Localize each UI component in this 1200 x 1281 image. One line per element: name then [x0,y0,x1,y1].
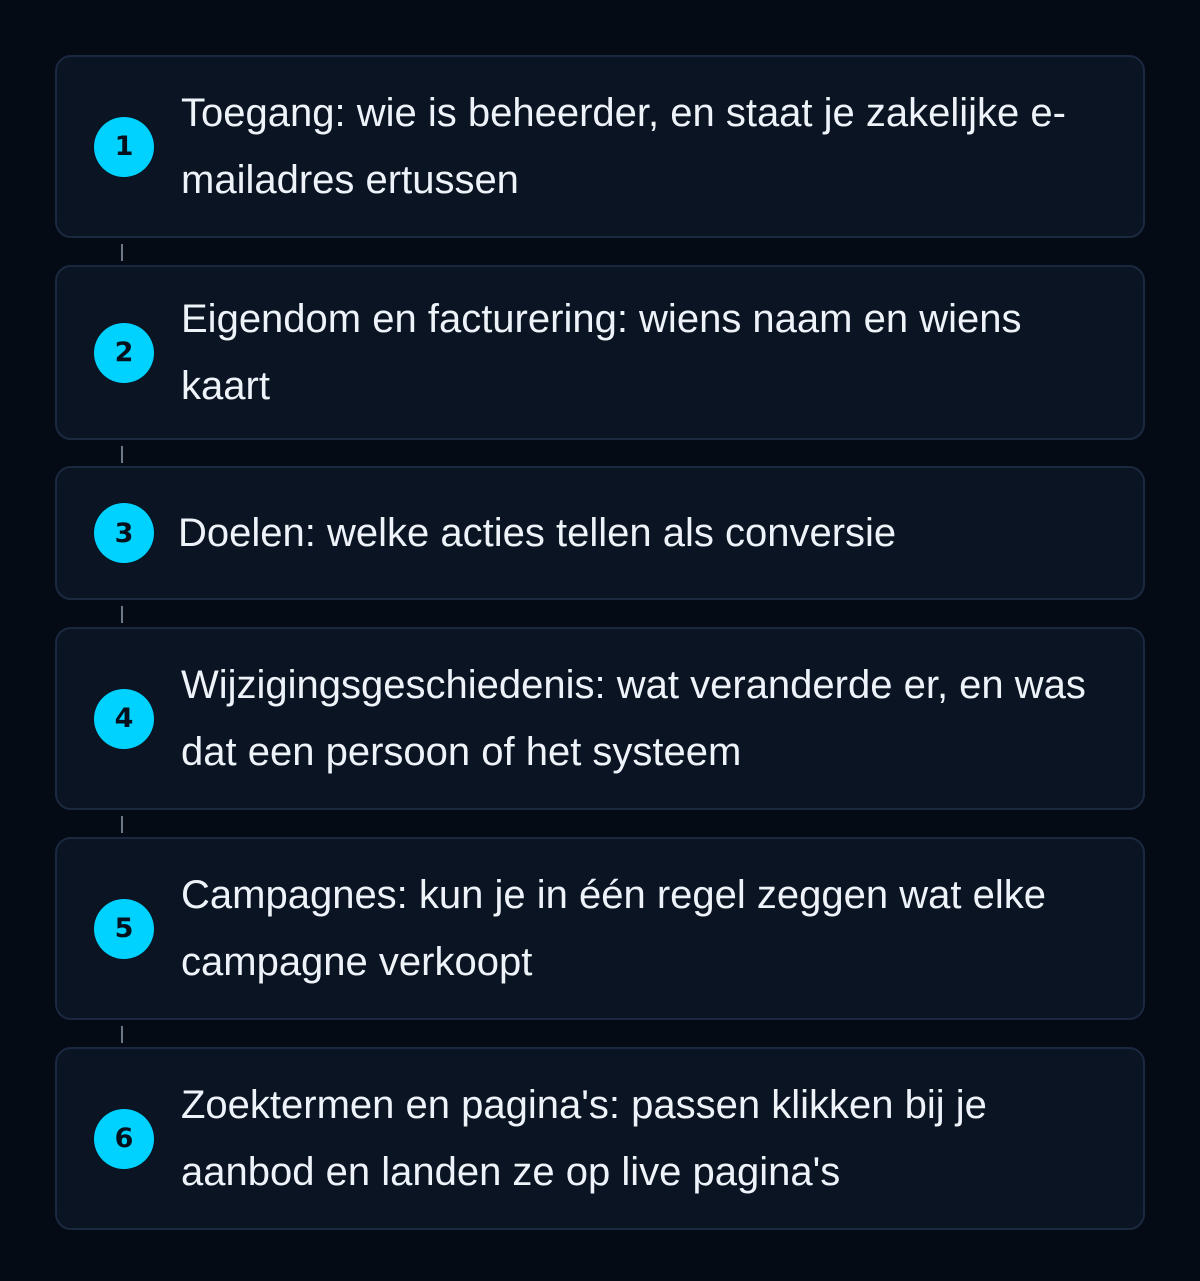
step-connector [55,440,1145,466]
step-card-6 [55,1047,1145,1230]
step-number-badge: 5 [94,899,154,959]
step-connector [55,600,1145,627]
step-text: Toegang: wie is beheerder, en staat je zakelijke e-mailadres ertussen [181,90,1066,202]
step-card-3 [55,466,1145,600]
step-text: Zoektermen en pagina's: passen klikken bij je aanbod en landen ze op live pagina's [181,1082,987,1194]
step-text: Doelen: welke acties tellen als conversie [178,510,897,555]
step-number-badge: 6 [94,1109,154,1169]
step-text: Wijzigingsgeschiedenis: wat veranderde er, en was dat een persoon of het systeem [181,662,1086,774]
step-text: Campagnes: kun je in één regel zeggen wat elke campagne verkoopt [181,872,1046,984]
connector-line [121,816,123,833]
step-number-badge: 4 [94,689,154,749]
step-connector [55,810,1145,837]
connector-line [121,606,123,623]
step-card-2 [55,265,1145,440]
step-text: Eigendom en facturering: wiens naam en wiens kaart [181,296,1022,408]
step-card-4 [55,627,1145,810]
step-connector [55,1020,1145,1047]
connector-line [121,244,123,261]
step-card-5 [55,837,1145,1020]
step-number-badge: 3 [94,503,154,563]
connector-line [121,446,123,463]
step-number-badge: 1 [94,117,154,177]
step-number-badge: 2 [94,323,154,383]
connector-line [121,1026,123,1043]
checklist-steps [55,55,1145,1230]
step-card-1 [55,55,1145,238]
step-connector [55,238,1145,265]
